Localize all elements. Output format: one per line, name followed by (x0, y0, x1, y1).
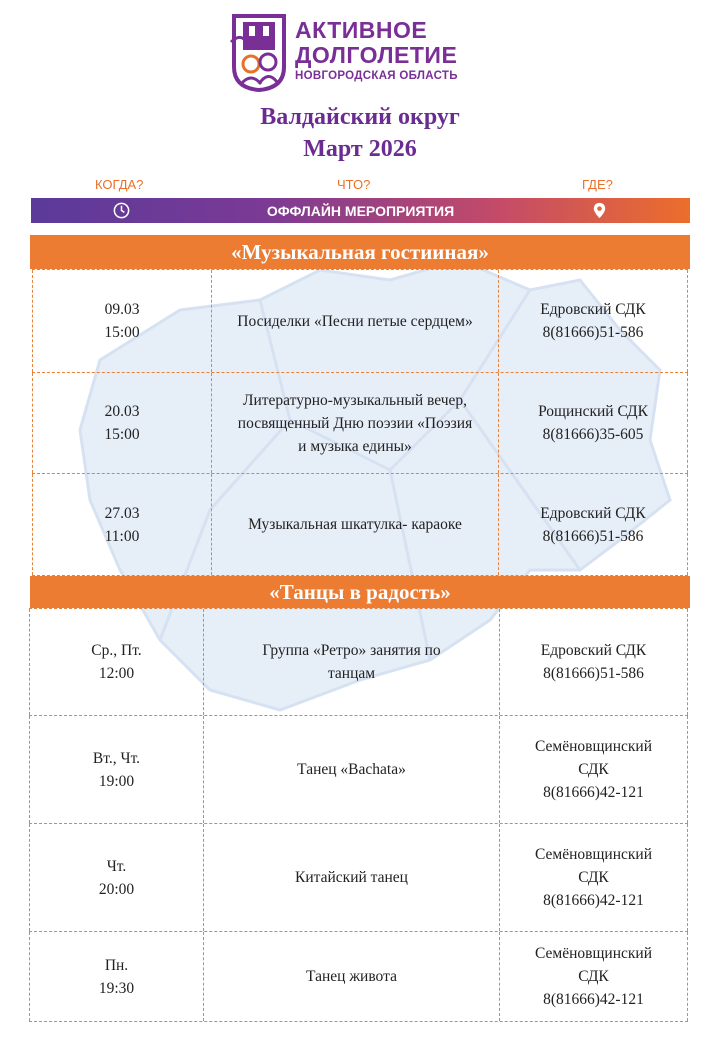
event-where: Рощинский СДК 8(81666)35-605 (499, 373, 688, 473)
event-when: Ср., Пт. 12:00 (29, 609, 204, 715)
offline-events-bar (31, 198, 690, 223)
event-where: Семёновщинский СДК 8(81666)42-121 (500, 824, 688, 931)
event-where: Семёновщинский СДК 8(81666)42-121 (500, 932, 688, 1021)
event-where: Едровский СДК 8(81666)51-586 (499, 474, 688, 575)
event-when: 09.03 15:00 (32, 270, 212, 372)
logo-title-line2: ДОЛГОЛЕТИЕ (295, 42, 458, 68)
legend-when: КОГДА? (95, 177, 144, 192)
event-row (32, 474, 688, 576)
month-title: Март 2026 (303, 136, 417, 162)
event-what: Литературно-музыкальный вечер, посвященный Дню поэзии «Поэзия и музыка едины» (212, 373, 499, 473)
logo-title-line1: АКТИВНОЕ (295, 17, 428, 43)
event-what: Танец «Bachata» (204, 716, 500, 823)
event-what: Музыкальная шкатулка- караоке (212, 474, 499, 575)
legend-where: ГДЕ? (582, 177, 613, 192)
section-title: «Музыкальная гостииная» (30, 235, 690, 269)
offline-events-title: ОФФЛАЙН МЕРОПРИЯТИЯ (266, 203, 455, 219)
event-row (29, 609, 688, 716)
event-what: Группа «Ретро» занятия по танцам (204, 609, 500, 715)
event-row (29, 824, 688, 932)
longevity-emblem-icon (229, 12, 289, 92)
event-where: Едровский СДК 8(81666)51-586 (500, 609, 688, 715)
event-row (32, 373, 688, 474)
event-where: Едровский СДК 8(81666)51-586 (499, 270, 688, 372)
legend-what: ЧТО? (337, 177, 371, 192)
event-row (32, 270, 688, 373)
event-row (29, 716, 688, 824)
logo-text (295, 18, 458, 84)
logo-region: НОВГОРОДСКАЯ ОБЛАСТЬ (295, 70, 458, 82)
event-where: Семёновщинский СДК 8(81666)42-121 (500, 716, 688, 823)
section-title: «Танцы в радость» (30, 576, 690, 608)
event-when: Чт. 20:00 (29, 824, 204, 931)
logo (229, 12, 499, 96)
event-when: Пн. 19:30 (29, 932, 204, 1021)
location-pin-icon (590, 201, 609, 220)
event-what: Китайский танец (204, 824, 500, 931)
event-when: 27.03 11:00 (32, 474, 212, 575)
district-title: Валдайский округ (260, 104, 460, 130)
event-when: 20.03 15:00 (32, 373, 212, 473)
event-what: Танец живота (204, 932, 500, 1021)
event-what: Посиделки «Песни петые сердцем» (212, 270, 499, 372)
event-row (29, 932, 688, 1022)
event-when: Вт., Чт. 19:00 (29, 716, 204, 823)
